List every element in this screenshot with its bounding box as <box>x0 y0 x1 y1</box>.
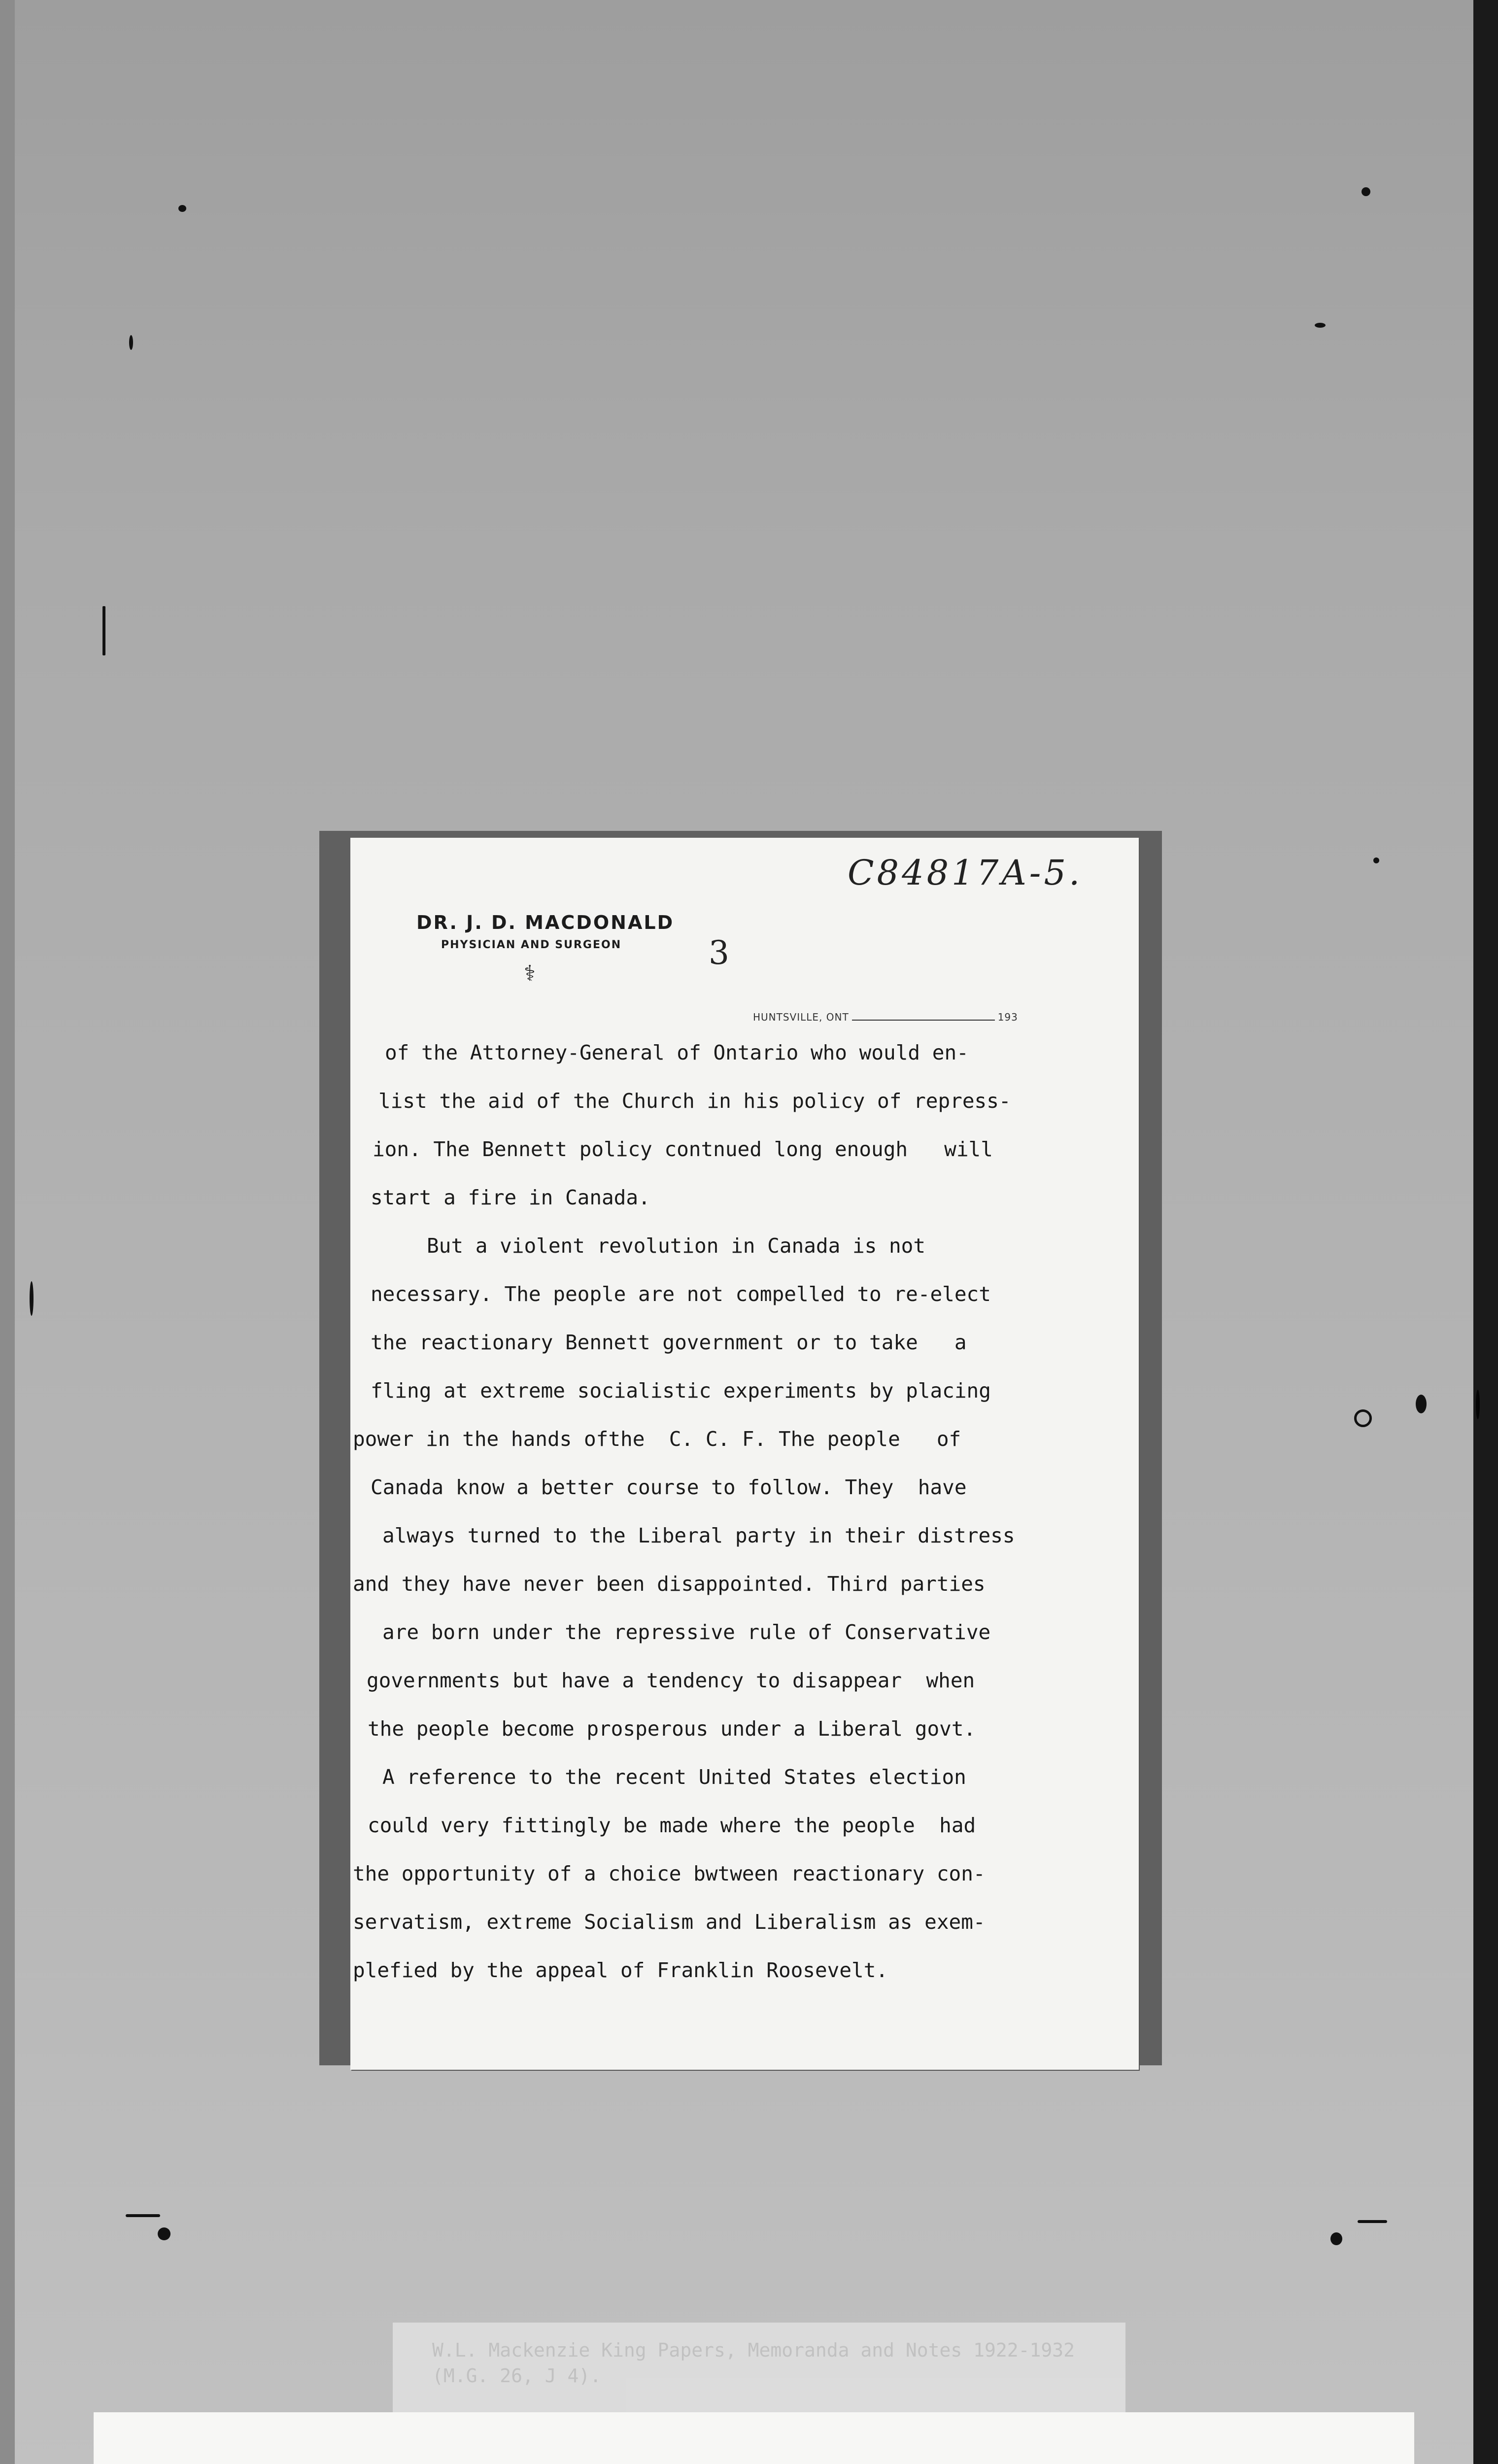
archive-document-number: C84817A-5. <box>848 853 1083 893</box>
body-line: could very fittingly be made where the people had <box>368 1814 976 1837</box>
dust-speck <box>1358 2220 1387 2223</box>
year-prefix: 193 <box>997 1011 1018 1023</box>
body-line: servatism, extreme Socialism and Liberalism as exem- <box>353 1910 986 1934</box>
body-line: list the aid of the Church in his policy of repress- <box>378 1089 1011 1113</box>
dust-speck <box>1330 2232 1342 2245</box>
dust-speck <box>1354 1409 1372 1427</box>
body-line: are born under the repressive rule of Conservative <box>382 1620 991 1644</box>
body-line: of the Attorney-General of Ontario who would en- <box>385 1041 969 1064</box>
dust-speck <box>1373 857 1379 863</box>
body-line: and they have never been disappointed. Third parties <box>353 1572 986 1596</box>
place-date-line <box>753 1011 1018 1023</box>
archive-reference-line: (M.G. 26, J 4). <box>432 2365 602 2387</box>
dust-speck <box>1315 323 1326 328</box>
dust-speck <box>30 1281 34 1316</box>
page-number: 3 <box>709 934 729 972</box>
caduceus-icon: ⚕ <box>524 961 536 986</box>
letterhead-title: PHYSICIAN AND SURGEON <box>441 939 622 951</box>
body-line: plefied by the appeal of Franklin Roosevelt. <box>353 1958 888 1982</box>
letterhead-name: DR. J. D. MACDONALD <box>416 912 675 933</box>
place-name: HUNTSVILLE, ONT <box>753 1011 849 1023</box>
body-line: ion. The Bennett policy contnued long enough will <box>373 1137 993 1161</box>
film-left-border <box>0 0 15 2464</box>
dust-speck <box>1362 187 1370 196</box>
film-right-border <box>1473 0 1498 2464</box>
dust-speck <box>1476 1390 1480 1419</box>
dust-speck <box>126 2214 160 2217</box>
dust-speck <box>178 205 186 212</box>
body-line: Canada know a better course to follow. They have <box>371 1475 967 1499</box>
body-line: power in the hands ofthe C. C. F. The people of <box>353 1427 961 1451</box>
archive-reference-line: W.L. Mackenzie King Papers, Memoranda and Notes 1922-1932 <box>432 2339 1075 2361</box>
body-line: the reactionary Bennett government or to take a <box>371 1331 967 1354</box>
body-line: always turned to the Liberal party in their distress <box>382 1524 1015 1547</box>
body-line: necessary. The people are not compelled to re-elect <box>371 1282 991 1306</box>
body-line: fling at extreme socialistic experiments by placing <box>371 1379 991 1403</box>
dust-speck <box>129 335 133 350</box>
public-archives-card <box>94 2412 1414 2464</box>
body-line: start a fire in Canada. <box>371 1186 650 1209</box>
body-line: But a violent revolution in Canada is not <box>427 1234 926 1258</box>
dust-speck <box>158 2227 170 2240</box>
archive-reference-label <box>393 2323 1125 2414</box>
body-line: A reference to the recent United States election <box>382 1765 966 1789</box>
body-line: governments but have a tendency to disappear when <box>367 1669 975 1692</box>
body-line: the people become prosperous under a Liberal govt. <box>368 1717 976 1741</box>
date-blank <box>852 1020 995 1021</box>
dust-speck <box>102 606 105 655</box>
dust-speck <box>1416 1395 1427 1413</box>
body-line: the opportunity of a choice bwtween reactionary con- <box>353 1862 986 1885</box>
